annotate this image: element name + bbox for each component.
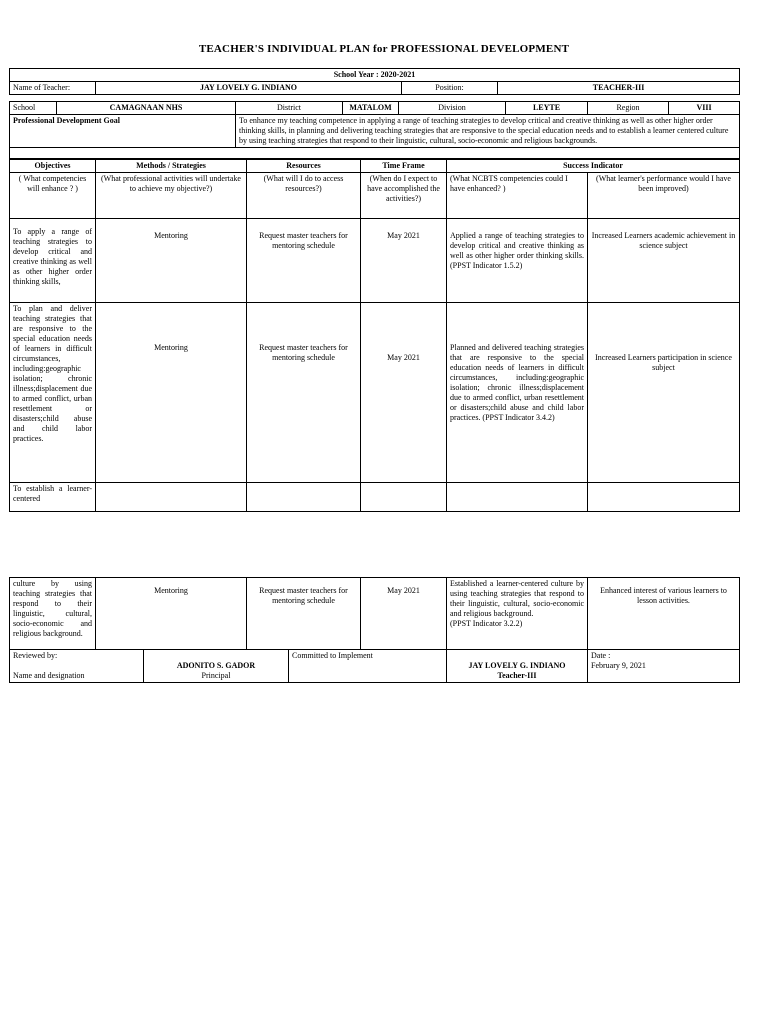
header-objectives: Objectives: [10, 160, 96, 173]
objective-cell: To apply a range of teaching strategies to develop critical and creative thinking as well as other higher order thinking skills,: [10, 219, 96, 303]
school-info-table: [9, 101, 740, 159]
header-methods: Methods / Strategies: [96, 160, 247, 173]
performance-cell: Enhanced interest of various learners to lesson activities.: [588, 578, 740, 650]
teacher-position: TEACHER-III: [498, 82, 740, 95]
table-row: [10, 303, 740, 483]
competency-cell: [447, 578, 588, 650]
subheader-time-frame: (When do I expect to have accomplished the activities?): [361, 173, 447, 219]
school-name: CAMAGNAAN NHS: [57, 102, 236, 115]
time-cell: May 2021: [361, 219, 447, 303]
header-success-indicator: Success Indicator: [447, 160, 740, 173]
resource-cell: Request master teachers for mentoring schedule: [247, 303, 361, 483]
date-label: Date :: [591, 651, 611, 660]
plan-table: [9, 159, 740, 512]
reviewed-label: Reviewed by:: [13, 651, 58, 660]
district-name: MATALOM: [343, 102, 399, 115]
method-cell: [96, 483, 247, 512]
school-label: School: [10, 102, 57, 115]
spacer-row: [10, 148, 740, 159]
reviewed-cell: [10, 650, 144, 683]
signature-table: [9, 649, 740, 683]
time-cell: May 2021: [361, 578, 447, 650]
table-row: [10, 578, 740, 650]
competency-cell: [447, 483, 588, 512]
date-value: February 9, 2021: [591, 661, 646, 670]
time-cell: May 2021: [361, 303, 447, 483]
teacher-name: JAY LOVELY G. INDIANO: [96, 82, 402, 95]
subheader-objectives: ( What competencies will enhance ? ): [10, 173, 96, 219]
reviewer-name: ADONITO S. GADOR: [176, 661, 256, 670]
header-time-frame: Time Frame: [361, 160, 447, 173]
resource-cell: Request master teachers for mentoring schedule: [247, 578, 361, 650]
committed-label: Committed to Implement: [289, 650, 447, 683]
performance-cell: Increased Learners participation in science subject: [588, 303, 740, 483]
goal-text: To enhance my teaching competence in applying a range of teaching strategies to develop critical and creative thinking as well as other higher order thinking skills, in planning and delivering teaching strategies that are responsive to the special education needs and to establish a learner centered culture by using teaching strategies that respond to their linguistic, cultural, socio-economic and religious backgrounds.: [236, 115, 740, 148]
teacher-signature-cell: [447, 650, 588, 683]
method-cell: Mentoring: [96, 578, 247, 650]
method-cell: Mentoring: [96, 303, 247, 483]
method-cell: Mentoring: [96, 219, 247, 303]
competency-text: Established a learner-centered culture by using teaching strategies that respond to their linguistic, cultural, socio-economic and religious background.: [450, 579, 584, 618]
document-title: TEACHER'S INDIVIDUAL PLAN for PROFESSIONAL DEVELOPMENT: [198, 43, 570, 55]
subheader-ncbts: (What NCBTS competencies could I have enhanced? ): [447, 173, 588, 219]
division-name: LEYTE: [506, 102, 588, 115]
teacher-name-label: Name of Teacher:: [10, 82, 96, 95]
district-label: District: [236, 102, 343, 115]
region-name: VIII: [669, 102, 740, 115]
subheader-methods: (What professional activities will undertake to achieve my objective?): [96, 173, 247, 219]
performance-cell: Increased Learners academic achievement in science subject: [588, 219, 740, 303]
table-row: [10, 219, 740, 303]
resource-cell: [247, 483, 361, 512]
competency-cell: Applied a range of teaching strategies to develop critical and creative thinking as well as other higher order thinking skills. (PPST Indicator 1.5.2): [447, 219, 588, 303]
reviewer-title: Principal: [201, 671, 231, 680]
header-resources: Resources: [247, 160, 361, 173]
division-label: Division: [399, 102, 506, 115]
table-row: [10, 483, 740, 512]
time-cell: [361, 483, 447, 512]
subheader-resources: (What will I do to access resources?): [247, 173, 361, 219]
position-label: Position:: [402, 82, 498, 95]
region-label: Region: [588, 102, 669, 115]
subheader-learner: (What learner's performance would I have been improved): [588, 173, 740, 219]
competency-cell: Planned and delivered teaching strategies that are responsive to the special education needs of learners in difficult circumstances, including:geographic isolation; chronic illness;displacement due to armed conflict, urban resettlement or disasters;child abuse and child labor practices. (PPST Indicator 3.4.2): [447, 303, 588, 483]
reviewer-cell: [144, 650, 289, 683]
date-cell: [588, 650, 740, 683]
competency-indicator: (PPST Indicator 3.2.2): [450, 619, 523, 628]
performance-cell: [588, 483, 740, 512]
teacher-signature-name: JAY LOVELY G. INDIANO: [468, 661, 566, 670]
objective-cell: To plan and deliver teaching strategies that are responsive to the special education needs of learners in difficult circumstances, including:geographic isolation; chronic illness;displacement due to armed conflict, urban resettlement or disasters;child abuse and child labor practices.: [10, 303, 96, 483]
teacher-info-table: [9, 68, 740, 95]
resource-cell: Request master teachers for mentoring schedule: [247, 219, 361, 303]
continued-table: [9, 577, 740, 650]
school-year: School Year : 2020-2021: [10, 69, 740, 82]
objective-cell: To establish a learner-centered: [10, 483, 96, 512]
name-designation-label: Name and designation: [13, 671, 85, 680]
teacher-signature-title: Teacher-III: [497, 671, 537, 680]
goal-label: Professional Development Goal: [10, 115, 236, 148]
objective-cell: culture by using teaching strategies that respond to their linguistic, cultural, socio-economic and religious background.: [10, 578, 96, 650]
